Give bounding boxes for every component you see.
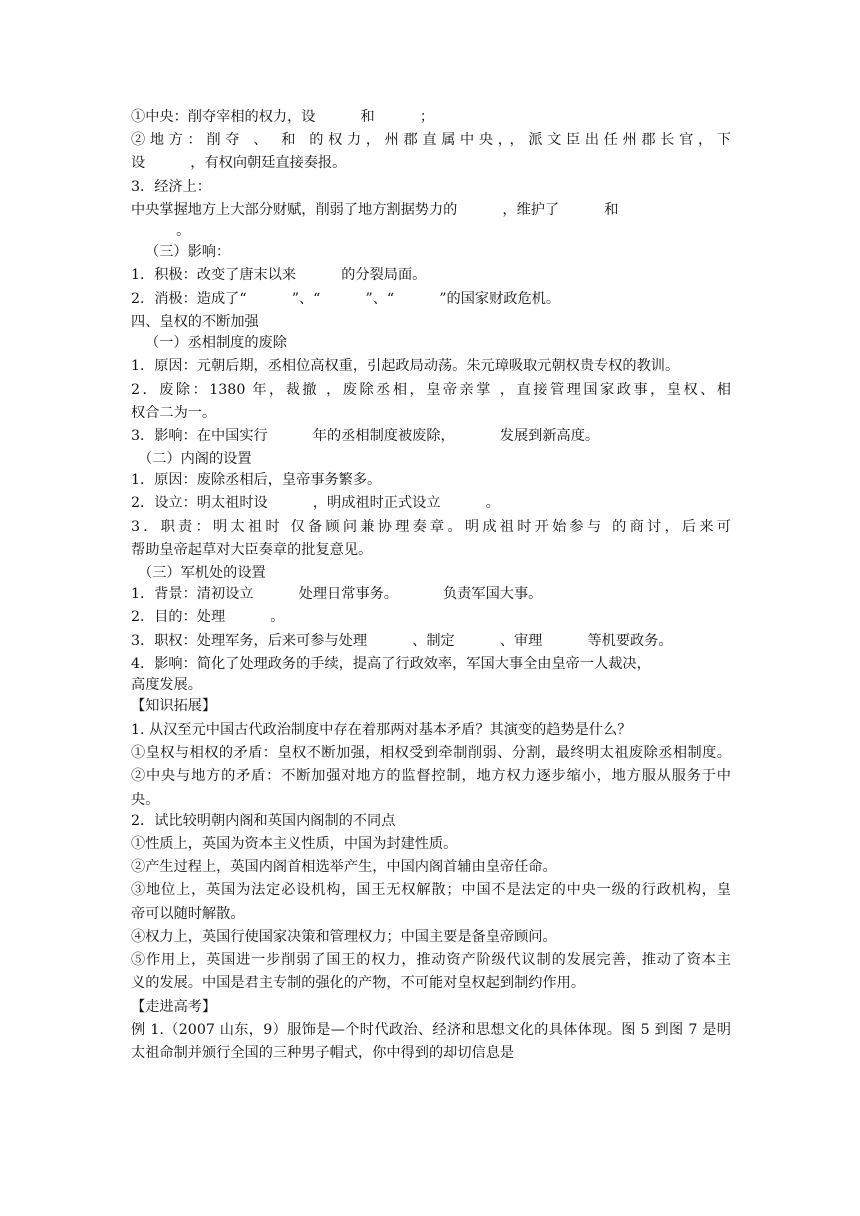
- section-heading: （三）影响：: [145, 244, 231, 260]
- text-line: 2．消极：造成了“ ”、“ ”、“ ”的国家财政危机。: [131, 291, 561, 307]
- text-line: 帝可以随时解散。: [131, 906, 245, 922]
- text-line: 3．职责：明太祖时 仅备顾问兼协理奏章。明成祖时开始参与 的商讨，后来可: [131, 519, 731, 535]
- text-line: 中央掌握地方上大部分财赋，削弱了地方割据势力的 ，维护了 和: [131, 202, 619, 218]
- text-line: 3．经济上：: [131, 179, 211, 195]
- text-line: 1．原因：废除丞相后，皇帝事务繁多。: [131, 472, 382, 488]
- text-line: 4．影响：简化了处理政务的手续，提高了行政效率，军国大事全由皇帝一人裁决，: [131, 656, 651, 672]
- text-line: 1. 从汉至元中国古代政治制度中存在着那两对基本矛盾？其演变的趋势是什么？: [131, 722, 632, 738]
- text-line: ①皇权与相权的矛盾：皇权不断加强，相权受到牵制削弱、分割，最终明太祖废除丞相制度。: [131, 745, 731, 761]
- text-line: ①中央：削夺宰相的权力，设 和 ；: [131, 109, 435, 125]
- text-line: 设 ，有权向朝廷直接奏报。: [131, 155, 347, 171]
- text-line: 1．背景：清初设立 处理日常事务。 负责军国大事。: [131, 586, 543, 602]
- text-line: 2．废除：1380 年，裁撤 ，废除丞相，皇帝亲掌 ，直接管理国家政事，皇权、相: [131, 382, 731, 398]
- text-line: 1．积极：改变了唐末以来 的分裂局面。: [131, 267, 427, 283]
- text-line: ③地位上，英国为法定必设机构，国王无权解散；中国不是法定的中央一级的行政机构，皇: [131, 882, 731, 898]
- text-line: 义的发展。中国是君主专制的强化的产物，不可能对皇权起到制约作用。: [131, 975, 586, 991]
- section-heading: 四、皇权的不断加强: [131, 314, 259, 330]
- text-line: 1．原因：元朝后期，丞相位高权重，引起政局动荡。朱元璋吸取元朝权贵专权的教训。: [131, 358, 680, 374]
- text-line: 3．职权：处理军务，后来可参与处理 、制定 、审理 等机要政务。: [131, 633, 673, 649]
- text-line: 高度发展。: [131, 677, 202, 693]
- text-line: 例 1.（2007 山东，9）服饰是—个时代政治、经济和思想文化的具体体现。图 5 到图 7 是明: [131, 1022, 731, 1038]
- text-line: ②地方：削夺 、 和 的权力，州郡直属中央，，派文臣出任州郡长官，下: [131, 132, 731, 148]
- text-line: 太祖命制并颁行全国的三种男子帽式，你中得到的却切信息是: [131, 1045, 515, 1061]
- text-line: 。: [131, 223, 191, 239]
- text-line: 3．影响：在中国实行 年的丞相制度被废除， 发展到新高度。: [131, 428, 600, 444]
- text-line: 央。: [131, 792, 160, 808]
- section-heading: （三）军机处的设置: [138, 565, 266, 581]
- section-heading: 【知识拓展】: [131, 698, 217, 714]
- text-line: 帮助皇帝起草对大臣奏章的批复意见。: [131, 542, 373, 558]
- section-heading: （二）内阁的设置: [138, 451, 252, 467]
- text-line: 2．设立：明太祖时设 ，明成祖时正式设立 。: [131, 495, 500, 511]
- text-line: ①性质上，英国为资本主义性质，中国为封建性质。: [131, 836, 458, 852]
- text-line: ⑤作用上，英国进一步削弱了国王的权力，推动资产阶级代议制的发展完善，推动了资本主: [131, 952, 731, 968]
- text-line: ②中央与地方的矛盾：不断加强对地方的监督控制，地方权力逐步缩小，地方服从服务于中: [131, 768, 731, 784]
- text-line: 2．试比较明朝内阁和英国内阁制的不同点: [131, 813, 396, 829]
- text-line: ②产生过程上，英国内阁首相选举产生，中国内阁首辅由皇帝任命。: [131, 859, 557, 875]
- section-heading: 【走进高考】: [131, 999, 217, 1015]
- section-heading: （一）丞相制度的废除: [145, 335, 287, 351]
- text-line: 权合二为一。: [131, 405, 217, 421]
- text-line: ④权力上，英国行使国家决策和管理权力；中国主要是备皇帝顾问。: [131, 929, 557, 945]
- text-line: 2．目的：处理 。: [131, 609, 285, 625]
